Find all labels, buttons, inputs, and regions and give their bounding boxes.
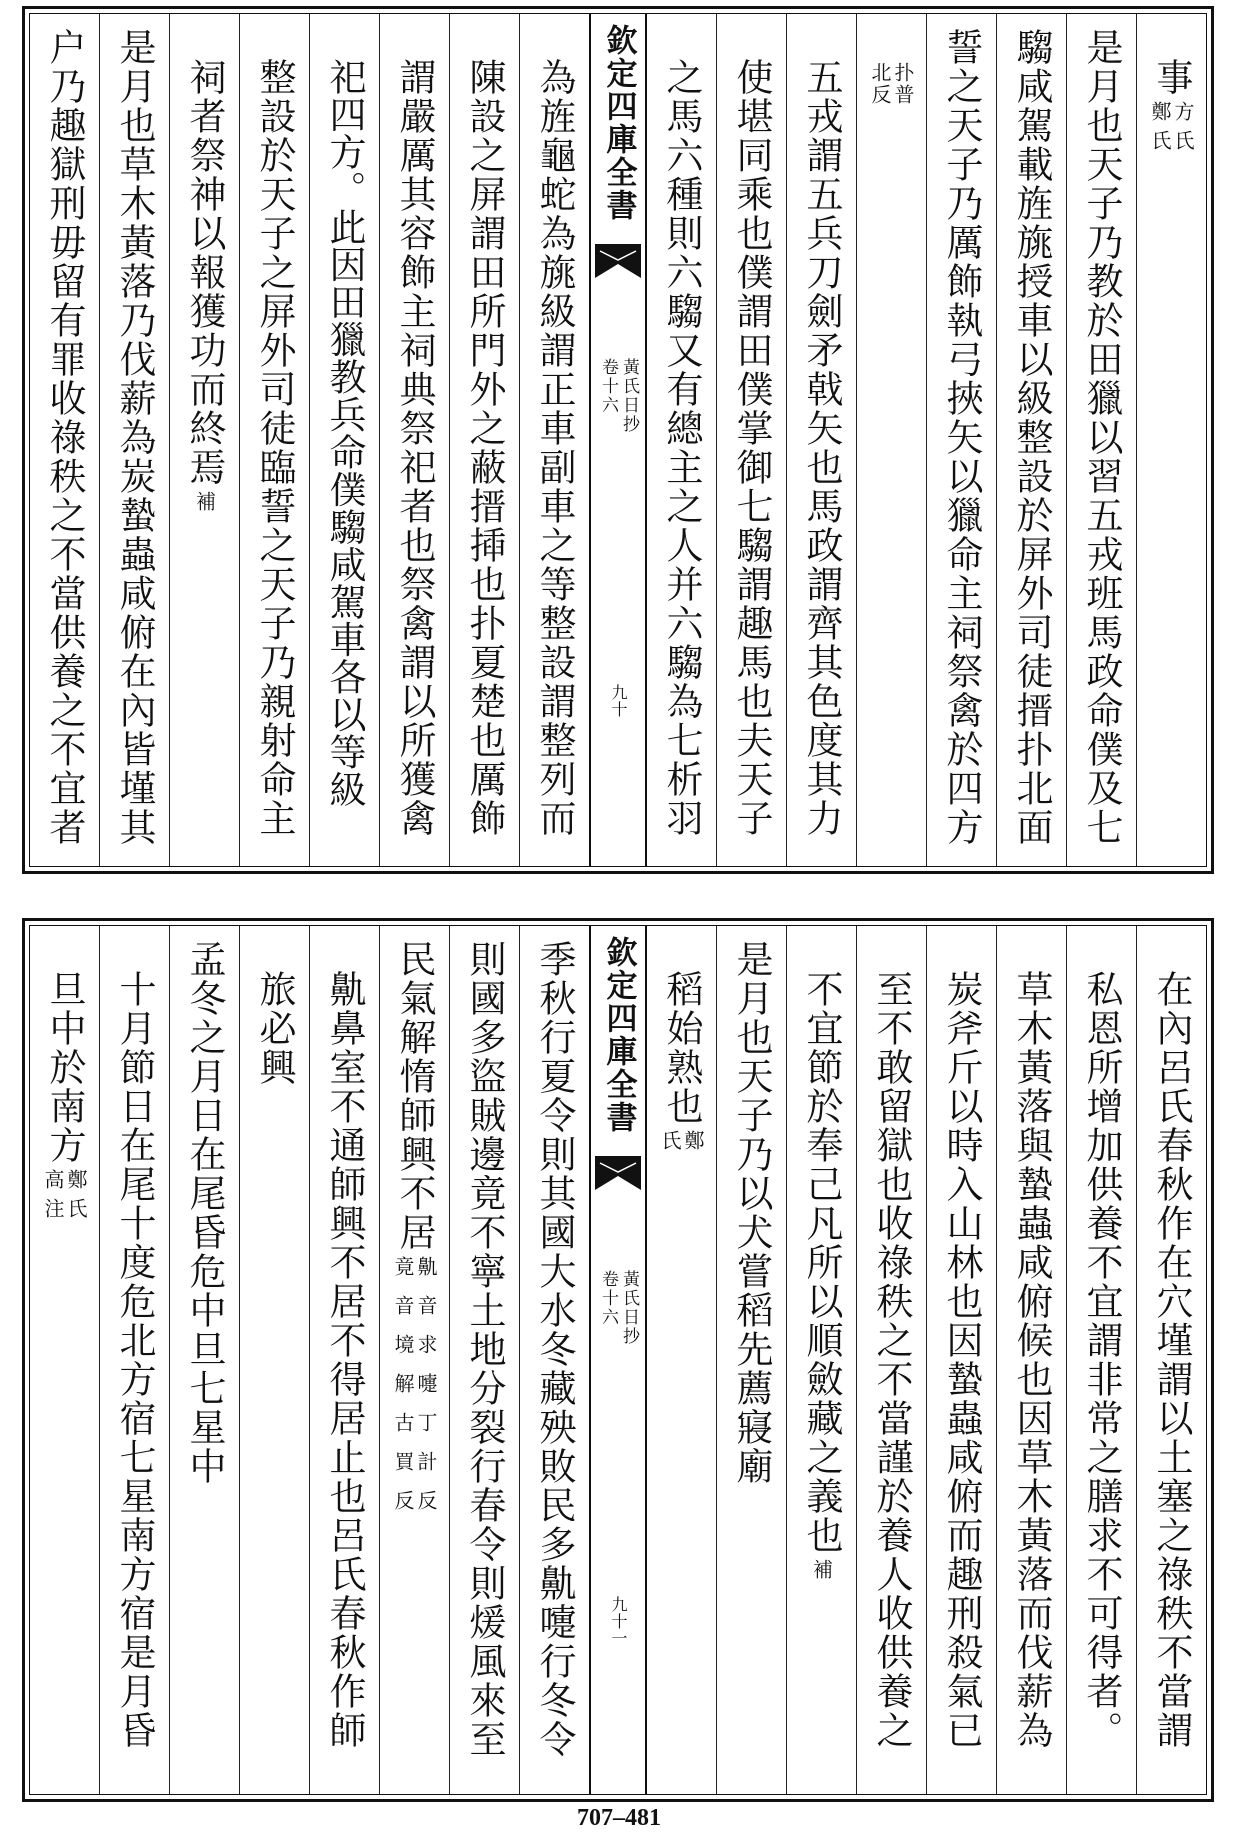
note-line: 竟音境解古買反 xyxy=(391,1256,415,1529)
main-text: 是月也天子乃教於田獵以習五戎班馬政命僕及七 xyxy=(1080,28,1123,847)
note-line: 高注 xyxy=(41,1169,65,1227)
text-column xyxy=(786,14,856,866)
text-column xyxy=(169,926,239,1794)
note-line: 鄭 xyxy=(681,1130,705,1159)
collection-title: 欽定四庫全書 xyxy=(600,24,637,222)
commentary-text: 謂嚴厲其容飾主祠典祭祀者也祭禽謂以所獲禽 xyxy=(393,58,436,838)
main-text: 户乃趣獄刑毋留有罪收祿秩之不當供養之不宜者 xyxy=(43,28,86,847)
main-text: 是月也草木黃落乃伐薪為炭蟄蟲咸俯在內皆墐其 xyxy=(113,28,156,847)
book-label xyxy=(599,1270,637,1346)
commentary-text: 鼽鼻室不通師興不居不得居止也呂氏春秋作師 xyxy=(323,970,366,1750)
source-note xyxy=(809,1559,834,1588)
commentary-text: 旅必興 xyxy=(253,970,296,1087)
text-column xyxy=(856,926,926,1794)
text-column xyxy=(647,14,716,866)
note-line: 扑普 xyxy=(891,62,915,106)
pronunciation-note xyxy=(393,1256,436,1529)
main-text: 民氣解惰師興不居 xyxy=(393,940,436,1252)
folio-number: 九十一 xyxy=(609,1596,628,1647)
text-column xyxy=(996,14,1066,866)
note-line: 補 xyxy=(192,491,217,520)
text-column xyxy=(30,14,99,866)
inner-frame xyxy=(29,13,1207,867)
text-column xyxy=(926,14,996,866)
book-name: 黃氏日抄 xyxy=(619,1270,639,1346)
commentary-text: 之馬六種則六騶又有總主之人并六騶為七析羽 xyxy=(660,58,703,838)
text-column xyxy=(786,926,856,1794)
pronunciation-note xyxy=(870,62,913,106)
note-line: 鄭氏 xyxy=(1148,101,1172,159)
text-column xyxy=(379,926,449,1794)
text-column xyxy=(519,926,589,1794)
page-block-upper xyxy=(22,6,1214,874)
note-line: 補 xyxy=(809,1559,834,1588)
text-column xyxy=(1066,926,1136,1794)
commentary-text: 至不敢留獄也收祿秩之不當謹於養人收供養之 xyxy=(870,970,913,1750)
commentary-text: 旦中於南方 xyxy=(43,970,86,1165)
note-line: 鼽音求嚏丁計反 xyxy=(414,1256,438,1529)
volume-number: 卷十六 xyxy=(598,358,618,415)
text-column xyxy=(716,14,786,866)
text-column xyxy=(99,926,169,1794)
center-fold-column xyxy=(589,926,647,1794)
main-text: 騶咸駕載旌旐授車以級整設於屏外司徒搢扑北面 xyxy=(1010,28,1053,847)
commentary-text: 私恩所增加供養不宜謂非常之膳求不可得者。 xyxy=(1080,970,1123,1750)
note-line: 鄭氏 xyxy=(64,1169,88,1227)
source-note xyxy=(660,1130,703,1159)
commentary-text: 祠者祭神以報獲功而終焉 xyxy=(183,58,226,487)
volume-number: 卷十六 xyxy=(598,1270,618,1327)
text-column xyxy=(99,14,169,866)
main-text: 則國多盜賊邊竟不寧土地分裂行春令則煖風來至 xyxy=(463,940,506,1759)
commentary-text: 炭斧斤以時入山林也因蟄蟲咸俯而趣刑殺氣已 xyxy=(940,970,983,1750)
text-column xyxy=(239,926,309,1794)
commentary-text: 草木黃落與蟄蟲咸俯候也因草木黃落而伐薪為 xyxy=(1010,970,1053,1750)
book-name: 黃氏日抄 xyxy=(619,358,639,434)
inner-frame xyxy=(29,925,1207,1795)
text-column xyxy=(239,14,309,866)
commentary-text: 在內呂氏春秋作在穴墐謂以土塞之祿秩不當謂 xyxy=(1150,970,1193,1750)
commentary-text: 稻始熟也 xyxy=(660,970,703,1126)
commentary-text: 不宜節於奉己凡所以順斂藏之義也 xyxy=(800,970,843,1555)
main-text: 季秋行夏令則其國大水冬藏殃敗民多鼽嚏行冬令 xyxy=(533,940,576,1759)
text-column xyxy=(926,926,996,1794)
text-column xyxy=(379,14,449,866)
text-column xyxy=(647,926,716,1794)
text-column xyxy=(1136,14,1206,866)
fish-tail-ornament xyxy=(595,244,641,278)
page-block-lower xyxy=(22,918,1214,1802)
main-text: 孟冬之月日在尾昏危中旦七星中 xyxy=(183,940,226,1486)
fish-tail-ornament xyxy=(595,1156,641,1190)
main-text: 是月也天子乃以犬嘗稻先薦寢廟 xyxy=(730,940,773,1486)
center-fold-column xyxy=(589,14,647,866)
source-note xyxy=(192,491,217,520)
commentary-text: 十月節日在尾十度危北方宿七星南方宿是月昏 xyxy=(113,970,156,1750)
commentary-text: 五戎謂五兵刀劍矛戟矢也馬政謂齊其色度其力 xyxy=(800,58,843,838)
main-text: 誓之天子乃厲飾執弓挾矢以獵命主祠祭禽於四方 xyxy=(940,28,983,847)
text-column xyxy=(30,926,99,1794)
text-column xyxy=(856,14,926,866)
text-column xyxy=(1136,926,1206,1794)
commentary-text: 為旌龜蛇為旐級謂正車副車之等整設謂整列而 xyxy=(533,58,576,838)
text-column xyxy=(716,926,786,1794)
text-column xyxy=(1066,14,1136,866)
book-label xyxy=(599,358,637,434)
commentary-text: 使堪同乘也僕謂田僕掌御七騶謂趣馬也夫天子 xyxy=(730,58,773,838)
source-note xyxy=(43,1169,86,1227)
note-line: 氏 xyxy=(658,1130,682,1159)
text-column xyxy=(519,14,589,866)
page-footer-number: 707–481 xyxy=(577,1805,661,1831)
commentary-text: 祀四方。此因田獵教兵命僕騶咸駕車各以等級 xyxy=(323,58,366,808)
text-column xyxy=(449,14,519,866)
text-column xyxy=(996,926,1066,1794)
text-column xyxy=(309,14,379,866)
folio-number: 九十 xyxy=(609,684,628,718)
commentary-text: 整設於天子之屏外司徒臨誓之天子乃親射命主 xyxy=(253,58,296,838)
text-column xyxy=(309,926,379,1794)
commentary-text: 陳設之屏謂田所門外之蔽搢揷也扑夏楚也厲飾 xyxy=(463,58,506,838)
note-line: 北反 xyxy=(868,62,892,106)
collection-title: 欽定四庫全書 xyxy=(600,936,637,1134)
note-line: 方氏 xyxy=(1171,101,1195,159)
interlinear-note xyxy=(1150,101,1193,159)
text-column xyxy=(449,926,519,1794)
commentary-text: 事 xyxy=(1150,58,1193,97)
text-column xyxy=(169,14,239,866)
